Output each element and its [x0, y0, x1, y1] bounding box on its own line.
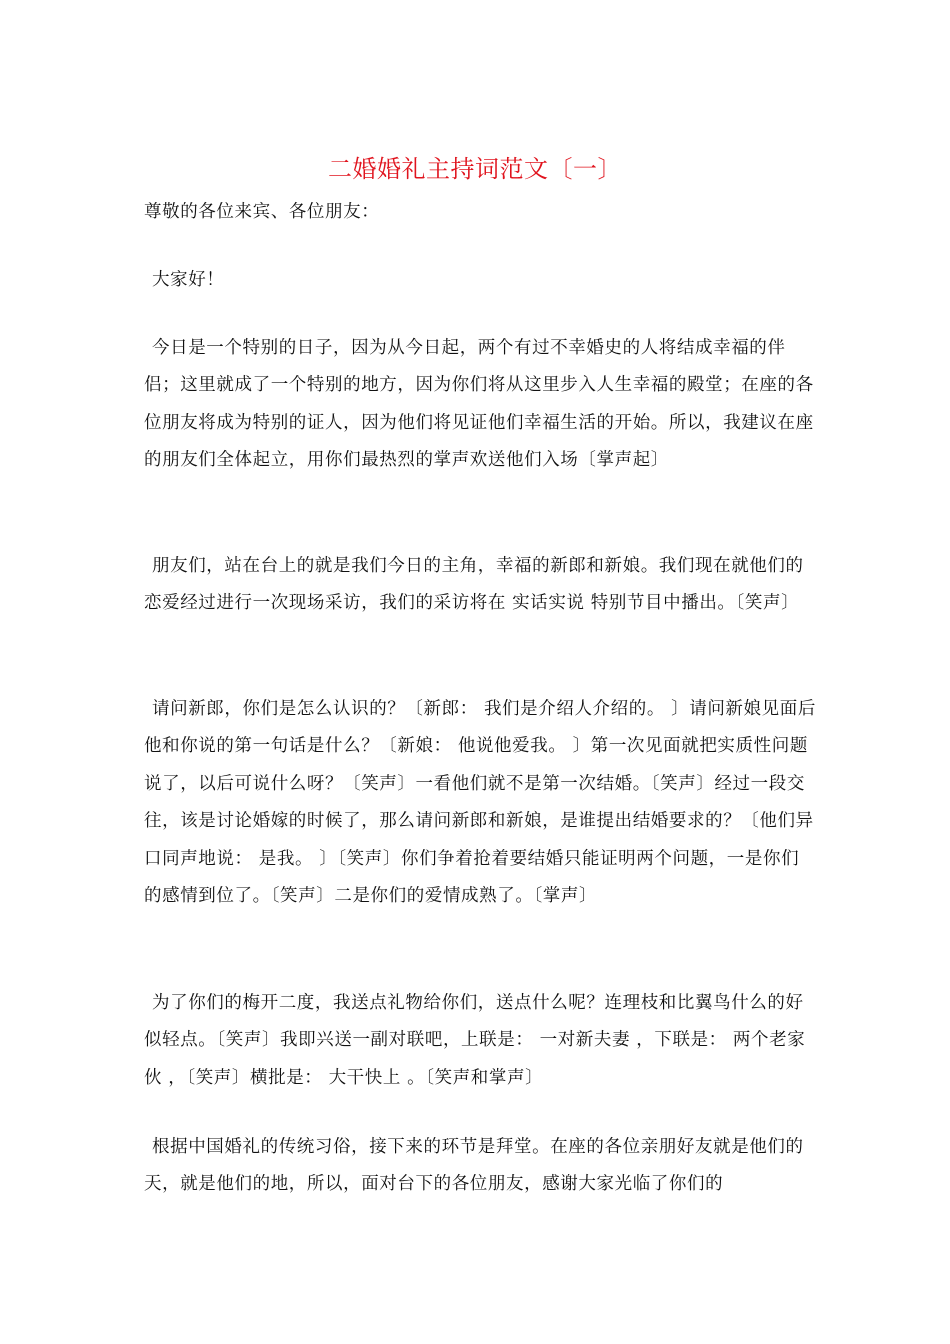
- paragraph-opening: 今日是一个特别的日子，因为从今日起，两个有过不幸婚史的人将结成幸福的伴侣；这里就成了一个特别的地方，因为你们将从这里步入人生幸福的殿堂；在座的各位朋友将成为特别的证人，因为他们将见证他们幸福生活的开始。所以，我建议在座的朋友们全体起立，用你们最热烈的掌声欢送他们入场〔掌声起〕: [144, 338, 814, 471]
- paragraph-salutation: 尊敬的各位来宾、各位朋友：: [144, 202, 380, 222]
- paragraph-couplet: 为了你们的梅开二度，我送点礼物给你们，送点什么呢？连理枝和比翼鸟什么的好似轻点。〔笑声〕我即兴送一副对联吧，上联是： 一对新夫妻 ，下联是： 两个老家伙 ，〔笑声〕横批是： 大干快上 。〔笑声和掌声〕: [144, 993, 806, 1088]
- paragraph-ceremony: 根据中国婚礼的传统习俗，接下来的环节是拜堂。在座的各位亲朋好友就是他们的天，就是他们的地，所以，面对台下的各位朋友，感谢大家光临了你们的: [144, 1137, 804, 1195]
- paragraph-greeting: 大家好！: [152, 270, 225, 290]
- paragraph-interview: 请问新郎，你们是怎么认识的？〔新郎： 我们是介绍人介绍的。 〕请问新娘见面后他和你说的第一句话是什么？〔新娘： 他说他爱我。 〕第一次见面就把实质性问题说了，以后可说什么呀？〔笑声〕一看他们就不是第一次结婚。〔笑声〕经过一段交往，该是讨论婚嫁的时候了，那么请问新郎和新娘，是谁提出结婚要求的？〔他们异口同声地说： 是我。 〕〔笑声〕你们争着抢着要结婚只能证明两个问题，一是你们的感情到位了。〔笑声〕二是你们的爱情成熟了。〔掌声〕: [144, 699, 816, 907]
- document-title: 二婚婚礼主持词范文〔一〕: [328, 155, 622, 183]
- paragraph-interview-intro: 朋友们，站在台上的就是我们今日的主角，幸福的新郎和新娘。我们现在就他们的恋爱经过进行一次现场采访，我们的采访将在 实话实说 特别节目中播出。〔笑声〕: [144, 556, 804, 614]
